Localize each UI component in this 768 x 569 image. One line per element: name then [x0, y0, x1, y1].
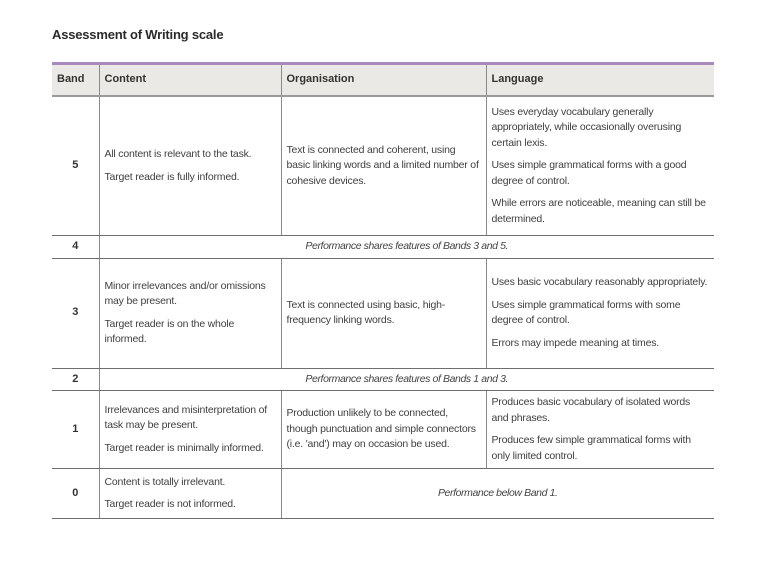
organisation-text: Text is connected and coherent, using basic linking words and a limited number of cohesive devices. [286, 143, 479, 187]
band-number: 3 [52, 258, 99, 368]
language-cell [486, 258, 714, 368]
organisation-cell [281, 391, 486, 469]
content-cell [99, 469, 281, 519]
band-number: 5 [52, 96, 99, 236]
language-text: Produces basic vocabulary of isolated words and phrases. [491, 396, 691, 424]
organisation-text: Text is connected using basic, high-frequency linking words. [286, 298, 446, 326]
band-number: 1 [52, 391, 99, 469]
content-cell [99, 96, 281, 236]
table-row-band-4 [52, 236, 714, 259]
column-header-band: Band [52, 64, 99, 97]
content-text: Target reader is fully informed. [104, 170, 240, 183]
table-row-band-2 [52, 368, 714, 391]
shared-features-cell: Performance shares features of Bands 3 and 5. [99, 236, 714, 259]
band-number: 2 [52, 368, 99, 391]
table-row-band-1 [52, 391, 714, 469]
content-text: Target reader is not informed. [104, 498, 236, 510]
band-number: 0 [52, 469, 99, 519]
content-text: Irrelevances and misinterpretation of task may be present. [104, 403, 267, 432]
content-cell [99, 391, 281, 469]
language-cell [486, 391, 714, 469]
language-text: Uses simple grammatical forms with a good degree of control. [491, 159, 687, 187]
content-text: Target reader is on the whole informed. [104, 317, 235, 345]
language-text: While errors are noticeable, meaning can still be determined. [491, 197, 706, 225]
assessment-scale-table [52, 62, 714, 519]
language-text: Produces few simple grammatical forms with only limited control. [491, 434, 691, 462]
language-text: Uses basic vocabulary reasonably appropriately. [491, 276, 708, 288]
document-title: Assessment of Writing scale [52, 27, 224, 42]
table-row-band-3 [52, 258, 714, 368]
table-row-band-5 [52, 96, 714, 236]
shared-features-cell: Performance shares features of Bands 1 and 3. [99, 368, 714, 391]
content-text: Target reader is minimally informed. [104, 441, 264, 454]
language-text: Errors may impede meaning at times. [491, 336, 659, 349]
band-number: 4 [52, 236, 99, 259]
language-cell [486, 96, 714, 236]
content-text: Minor irrelevances and/or omissions may be present. [104, 279, 266, 307]
content-text: All content is relevant to the task. [104, 148, 252, 160]
content-cell [99, 258, 281, 368]
organisation-text: Production unlikely to be connected, though punctuation and simple connectors (i.e. 'and') may on occasion be used. [286, 407, 476, 451]
column-header-language: Language [486, 64, 714, 97]
table-header-row [52, 64, 714, 97]
organisation-cell [281, 96, 486, 236]
column-header-content: Content [99, 64, 281, 97]
organisation-cell [281, 258, 486, 368]
table-row-band-0 [52, 469, 714, 519]
column-header-organisation: Organisation [281, 64, 486, 97]
content-text: Content is totally irrelevant. [104, 475, 226, 488]
language-text: Uses simple grammatical forms with some degree of control. [491, 298, 681, 326]
performance-below-cell: Performance below Band 1. [281, 469, 714, 519]
language-text: Uses everyday vocabulary generally appropriately, while occasionally overusing certain lexis. [491, 105, 682, 149]
